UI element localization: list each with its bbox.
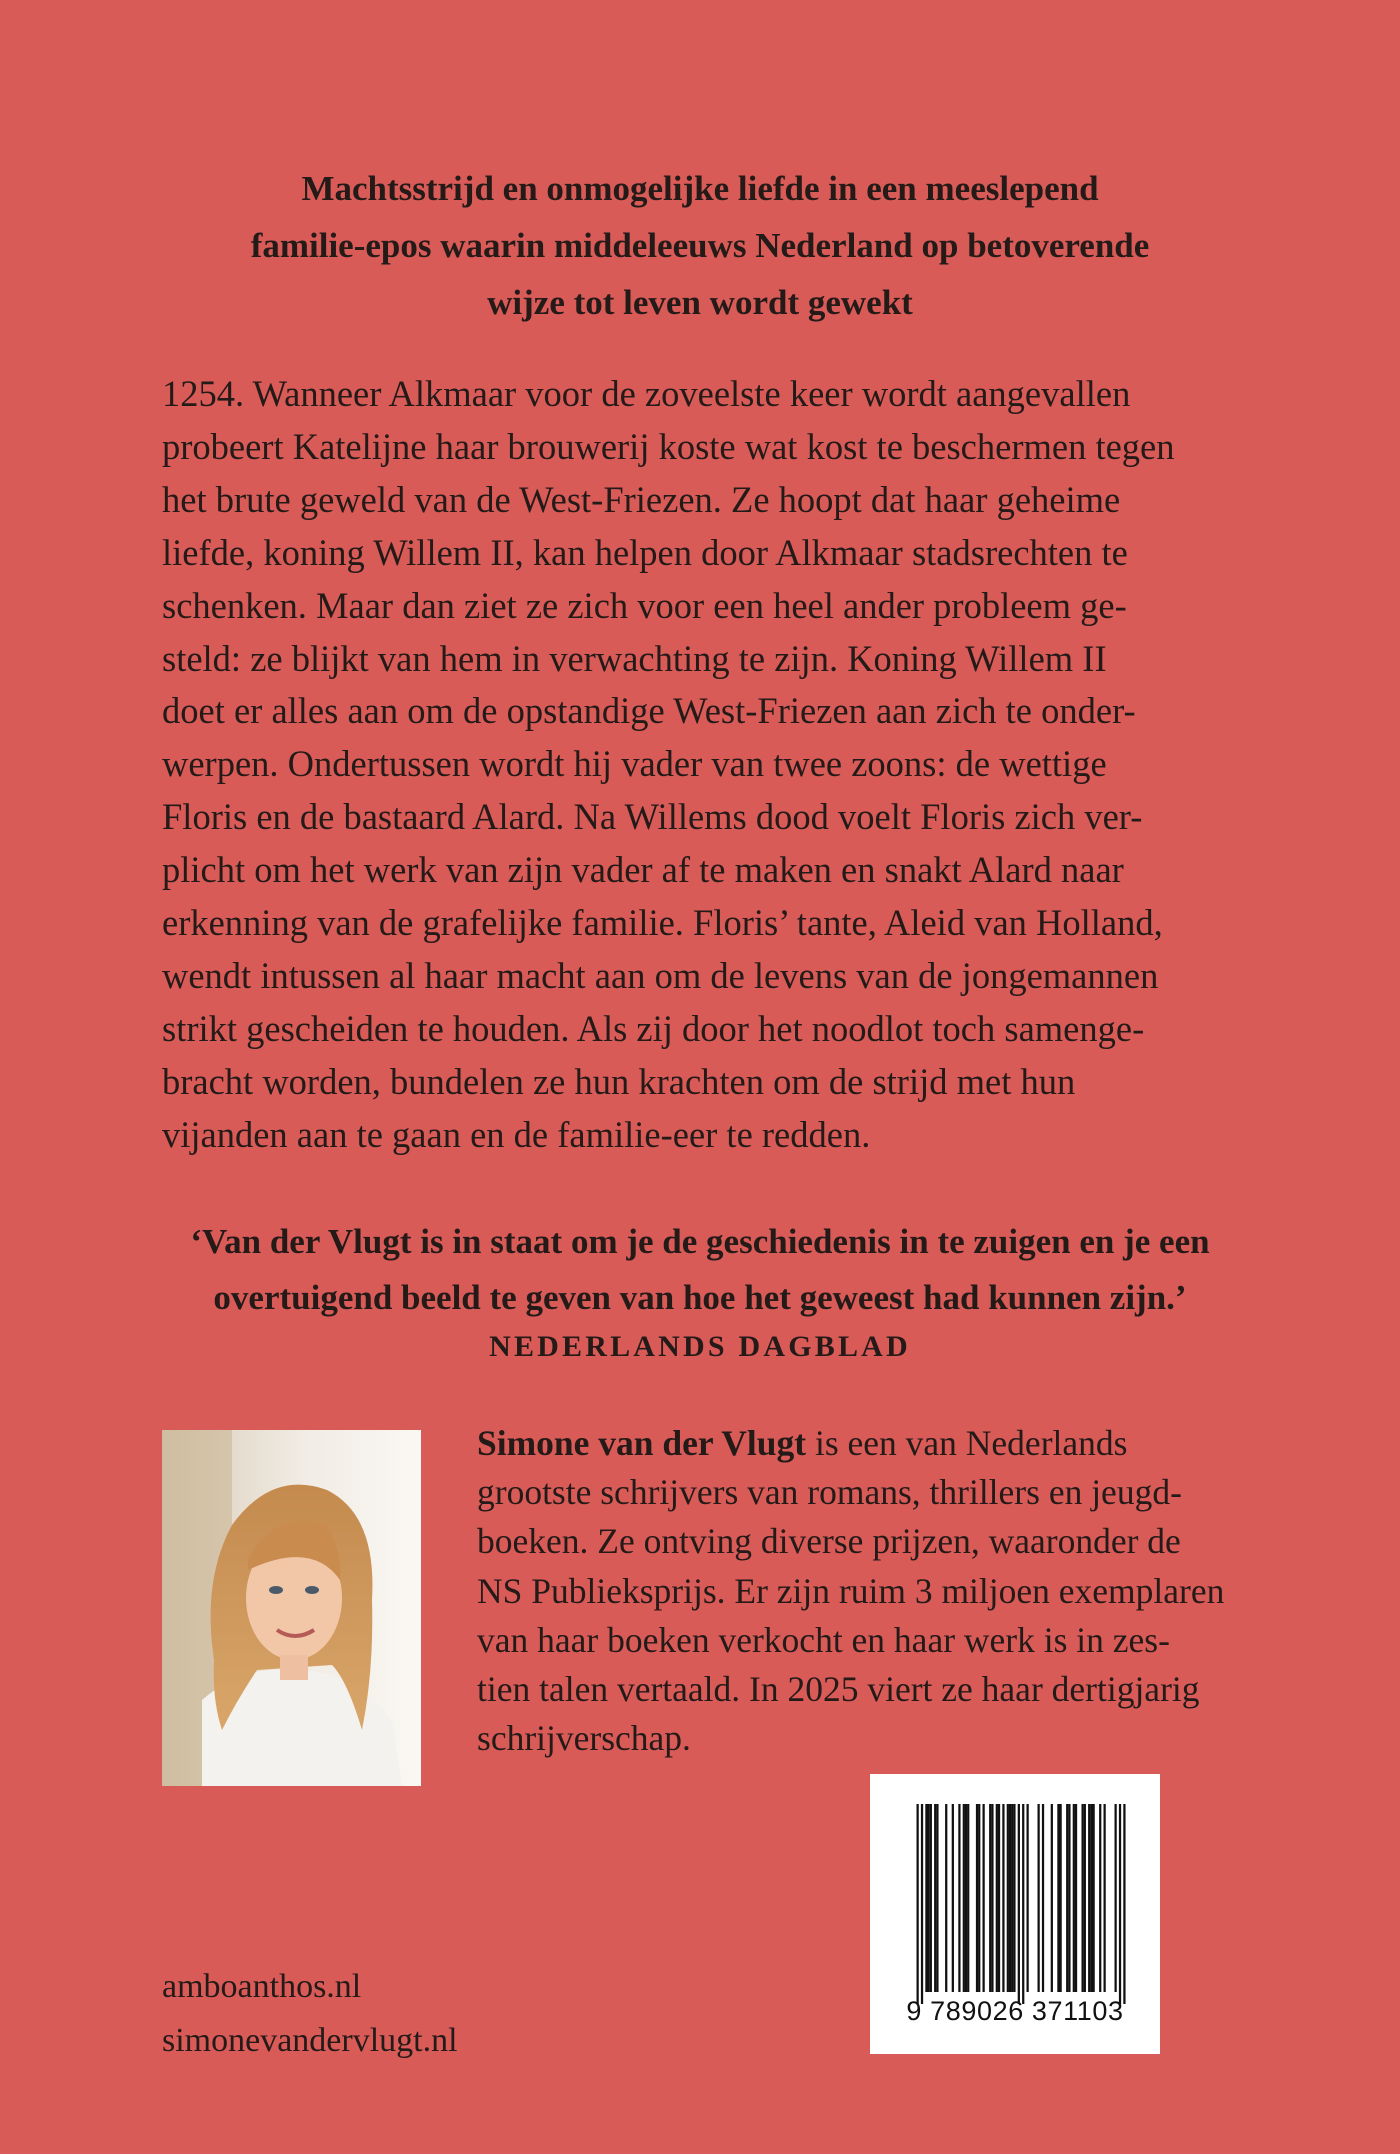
barcode-bar [1042,1804,1044,1992]
blurb-line: bracht worden, bundelen ze hun krachten om de strijd met hun [162,1060,1076,1102]
barcode-bar [1075,1804,1077,1992]
barcode-bar [983,1804,985,1992]
barcode-bar [998,1804,1000,1992]
isbn-barcode [870,1774,1160,2054]
barcode-bar [1022,1804,1024,2004]
barcode-bar [1011,1804,1013,1992]
tagline [150,160,1250,331]
blurb-line: wendt intussen al haar macht aan om de levens van de jongemannen [162,954,1159,996]
tagline-line: wijze tot leven wordt gewekt [487,283,913,322]
author-bio [477,1419,1237,1763]
barcode-bar [945,1804,947,1992]
tagline-line: Machtsstrijd en onmogelijke liefde in een meeslepend [301,169,1099,208]
barcode-bar [1068,1804,1070,1992]
blurb-line: Floris en de bastaard Alard. Na Willems dood voelt Floris zich ver- [162,796,1143,838]
barcode-bar [958,1804,960,1992]
quote-source: NEDERLANDS DAGBLAD [489,1330,911,1363]
bio-line: van haar boeken verkocht en haar werk is in zes- [477,1619,1170,1660]
barcode-bar [1090,1804,1092,1992]
barcode-bar [967,1804,969,1992]
barcode-bar [1057,1804,1059,1992]
website-links [162,1960,458,2068]
barcode-digits: 9 789026 371103 [906,1996,1124,2026]
author-website-link[interactable]: simonevandervlugt.nl [162,2022,458,2059]
blurb-line: 1254. Wanneer Alkmaar voor de zoveelste keer wordt aangevallen [162,373,1131,414]
bio-line: grootste schrijvers van romans, thrillers en jeugd- [477,1472,1182,1513]
barcode-bar [952,1804,954,1992]
barcode-bar [1066,1804,1068,1992]
bio-line: boeken. Ze ontving diverse prijzen, waaronder de [477,1521,1181,1562]
review-quote [120,1214,1280,1326]
barcode-bar [1009,1804,1011,1992]
blurb-text [162,368,1236,1162]
barcode-bar [1082,1804,1084,1992]
barcode-bar [1123,1804,1125,2004]
barcode-bar [1002,1804,1004,1992]
barcode-bar [989,1804,991,1992]
quote-line: overtuigend beeld te geven van hoe het geweest had kunnen zijn.’ [213,1278,1187,1317]
barcode-bar [1060,1804,1062,1992]
barcode-bar [934,1804,936,1992]
bio-line: tien talen vertaald. In 2025 viert ze haar dertigjarig [477,1669,1200,1710]
barcode-bar [917,1804,919,2004]
barcode-bar [965,1804,967,1992]
barcode-bar [976,1804,978,1992]
barcode-bar [1051,1804,1053,1992]
blurb-line: probeert Katelijne haar brouwerij koste wat kost te beschermen tegen [162,425,1175,467]
author-name: Simone van der Vlugt [477,1423,807,1463]
barcode-bar [1088,1804,1090,1992]
bio-line: schrijverschap. [477,1718,691,1759]
blurb-line: vijanden aan te gaan en de familie-eer te redden. [162,1113,871,1155]
blurb-line: werpen. Ondertussen wordt hij vader van twee zoons: de wettige [162,743,1107,785]
blurb-line: schenken. Maar dan ziet ze zich voor een heel ander probleem ge- [162,584,1127,626]
barcode-bar [921,1804,923,2004]
barcode-bar [991,1804,993,1992]
blurb-line: doet er alles aan om de opstandige West-Friezen aan zich te onder- [162,690,1136,732]
barcode-bar [1099,1804,1101,1992]
barcode-bar [1007,1804,1009,1992]
barcode-bar [978,1804,980,1992]
barcode-bar [1084,1804,1086,1992]
barcode-bar [1013,1804,1015,1992]
barcode-bar [963,1804,965,1992]
blurb-line: liefde, koning Willem II, kan helpen door Alkmaar stadsrechten te [162,531,1128,573]
tagline-line: familie-epos waarin middeleeuws Nederland op betoverende [250,226,1150,265]
barcode-bar [925,1804,927,1992]
publisher-link[interactable]: amboanthos.nl [162,1968,362,2005]
barcode-bar [996,1804,998,1992]
barcode-bar [936,1804,938,1992]
blurb-line: erkenning van de grafelijke familie. Floris’ tante, Aleid van Holland, [162,902,1163,944]
barcode-bar [1093,1804,1095,1992]
barcode-bar [1104,1804,1106,1992]
barcode-bar [930,1804,932,1992]
barcode-bar [1027,1804,1029,1992]
blurb-line: plicht om het werk van zijn vader af te maken en snakt Alard naar [162,849,1124,891]
barcode-bar [1119,1804,1121,2004]
quote-line: ‘Van der Vlugt is in staat om je de geschiedenis in te zuigen en je een [190,1222,1210,1261]
barcode-bar [1073,1804,1075,1992]
barcode-bar [1115,1804,1117,1992]
blurb-line: steld: ze blijkt van hem in verwachting te zijn. Koning Willem II [162,637,1107,679]
bio-line: NS Publieksprijs. Er zijn ruim 3 miljoen exemplaren [477,1570,1225,1611]
author-photo [162,1430,421,1786]
blurb-line: strikt gescheiden te houden. Als zij door het noodlot toch samenge- [162,1007,1145,1049]
blurb-line: het brute geweld van de West-Friezen. Ze hoopt dat haar geheime [162,478,1121,520]
barcode-bar [928,1804,930,1992]
barcode-bar [1038,1804,1040,1992]
barcode-bar [1018,1804,1020,2004]
bio-line: is een van Nederlands [806,1423,1128,1463]
